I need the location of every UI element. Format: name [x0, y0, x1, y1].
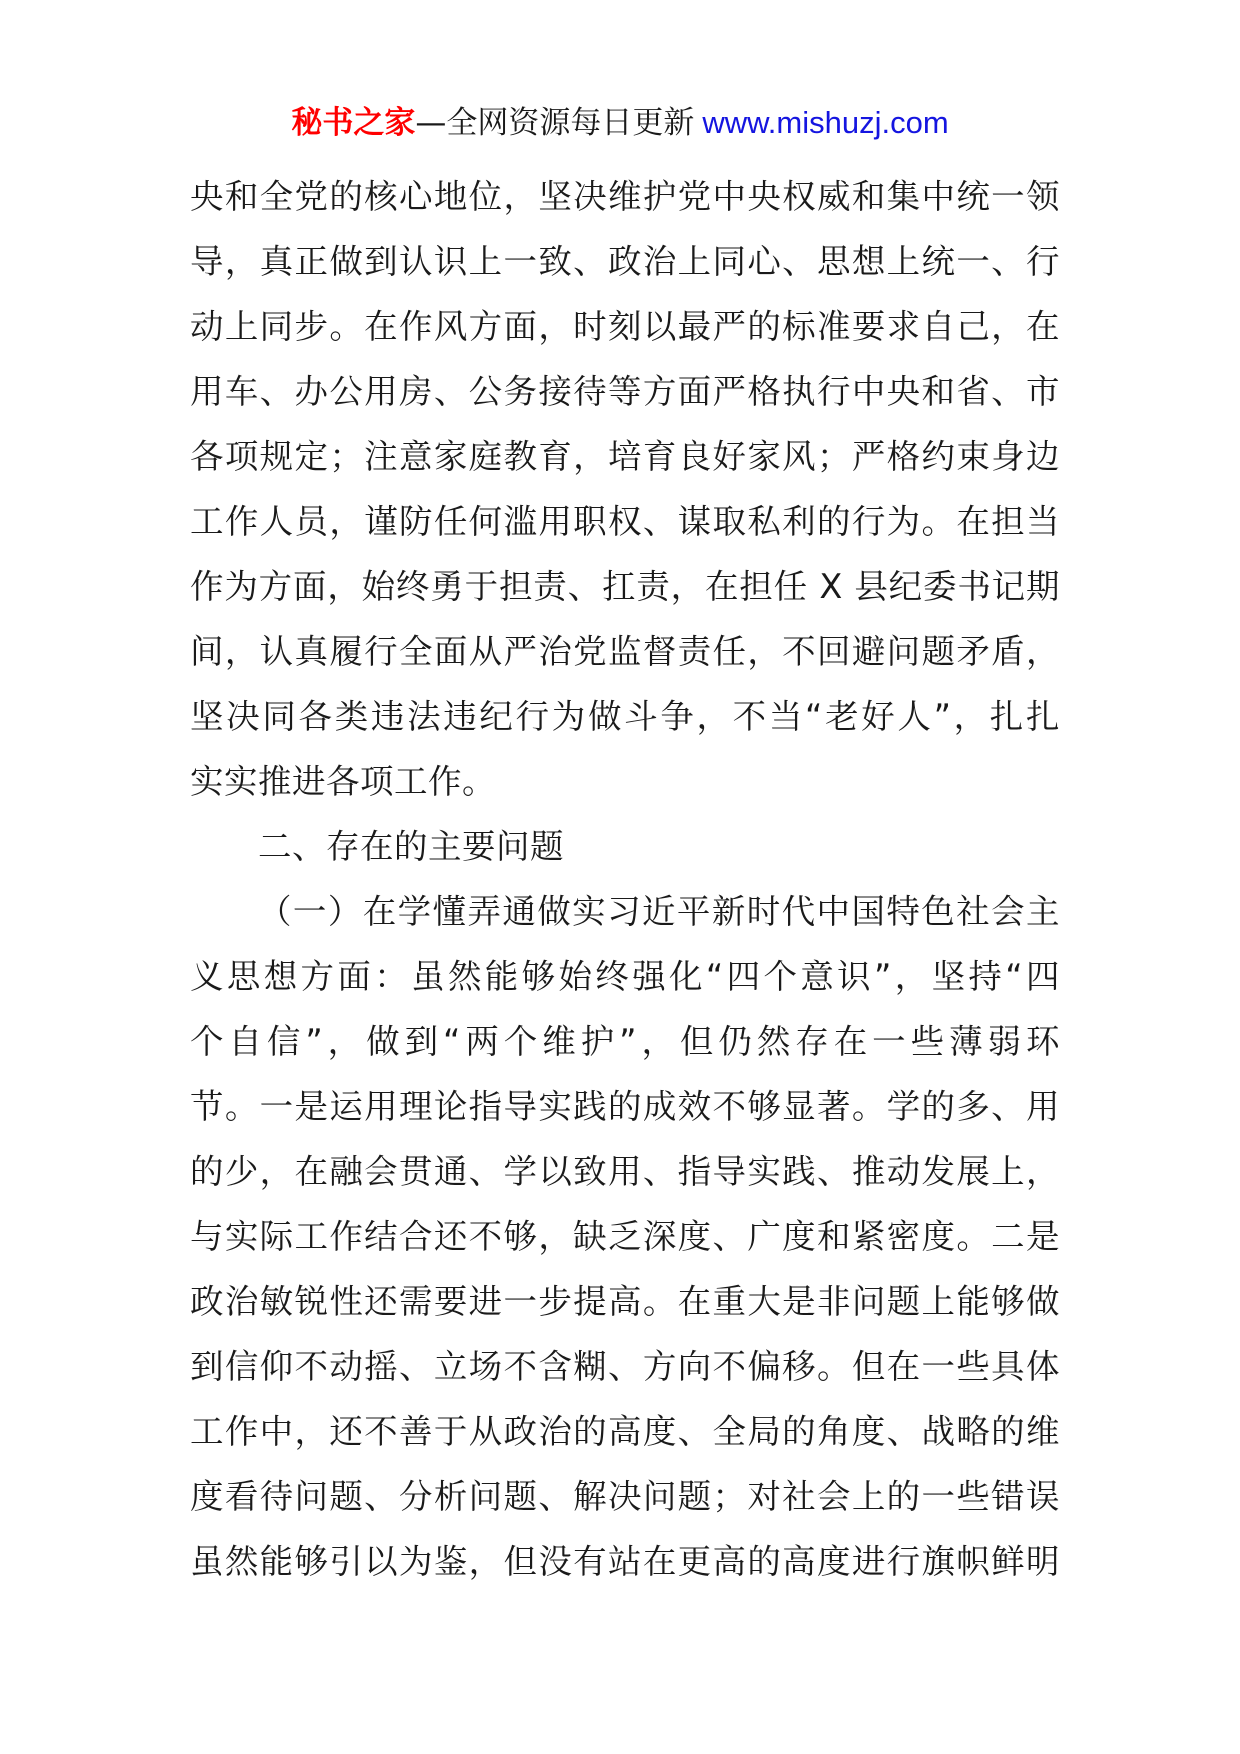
section-heading: 二、存在的主要问题 — [258, 827, 564, 866]
text-line: 到信仰不动摇、立场不含糊、方向不偏移。但在一些具体 — [190, 1347, 1060, 1386]
text-line: 导，真正做到认识上一致、政治上同心、思想上统一、行 — [190, 242, 1060, 281]
text-line: 动上同步。在作风方面，时刻以最严的标准要求自己，在 — [190, 307, 1060, 346]
text-line: 政治敏锐性还需要进一步提高。在重大是非问题上能够做 — [190, 1282, 1060, 1321]
text-line: 虽然能够引以为鉴，但没有站在更高的高度进行旗帜鲜明 — [190, 1542, 1060, 1581]
text-line: 用车、办公用房、公务接待等方面严格执行中央和省、市 — [190, 372, 1060, 411]
header-url-link[interactable]: www.mishuzj.com — [702, 105, 949, 140]
text-line: 与实际工作结合还不够，缺乏深度、广度和紧密度。二是 — [190, 1217, 1060, 1256]
text-line: 央和全党的核心地位，坚决维护党中央权威和集中统一领 — [190, 177, 1060, 216]
text-line: 各项规定；注意家庭教育，培育良好家风；严格约束身边 — [190, 437, 1060, 476]
text-line: 的少，在融会贯通、学以致用、指导实践、推动发展上， — [190, 1152, 1060, 1191]
text-line: 工作人员，谨防任何滥用职权、谋取私利的行为。在担当 — [190, 502, 1060, 541]
text-line: 间，认真履行全面从严治党监督责任，不回避问题矛盾， — [190, 632, 1060, 671]
text-line: 工作中，还不善于从政治的高度、全局的角度、战略的维 — [190, 1412, 1060, 1451]
text-line: 个自信”，做到“两个维护”，但仍然存在一些薄弱环 — [190, 1022, 1060, 1061]
text-line: （一）在学懂弄通做实习近平新时代中国特色社会主 — [258, 892, 1060, 931]
document-body — [190, 164, 1060, 1594]
text-line: 坚决同各类违法违纪行为做斗争，不当“老好人”，扎扎 — [190, 697, 1060, 736]
text-line: 义思想方面：虽然能够始终强化“四个意识”，坚持“四 — [190, 957, 1060, 996]
brand-name: 秘书之家 — [291, 105, 416, 141]
page-header — [0, 100, 1240, 146]
text-line: 实实推进各项工作。 — [190, 762, 496, 801]
header-tagline: —全网资源每日更新 — [415, 105, 695, 141]
text-line: 节。一是运用理论指导实践的成效不够显著。学的多、用 — [190, 1087, 1060, 1126]
text-line: 度看待问题、分析问题、解决问题；对社会上的一些错误 — [190, 1477, 1060, 1516]
text-line: 作为方面，始终勇于担责、扛责，在担任 X 县纪委书记期 — [190, 567, 1060, 606]
